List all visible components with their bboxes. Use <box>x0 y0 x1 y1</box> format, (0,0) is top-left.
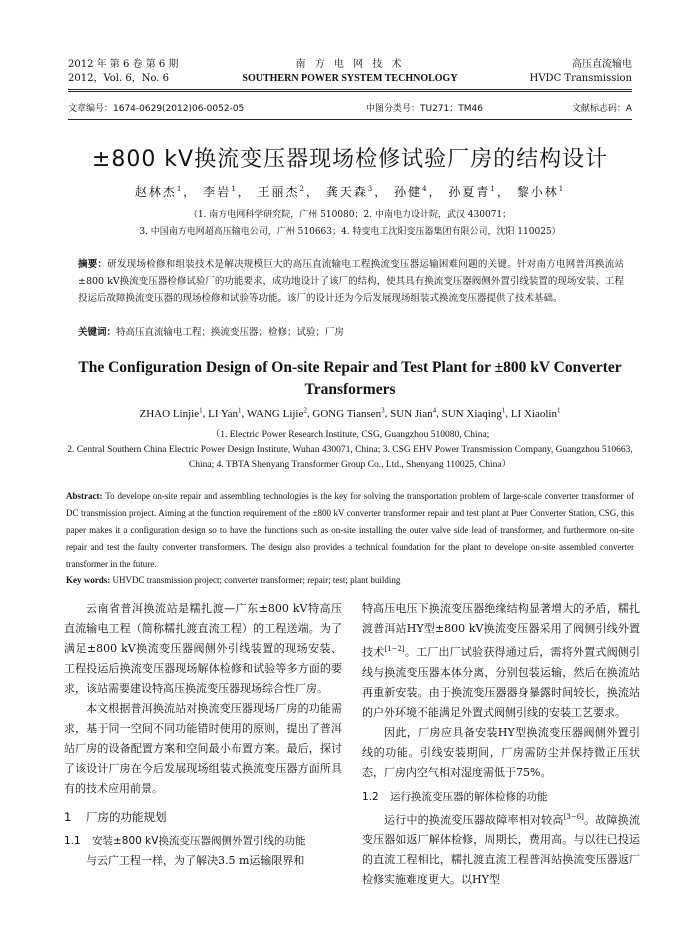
author-en: SUN Jian$^4$ <box>390 406 437 420</box>
keywords-en <box>66 572 634 589</box>
body-paragraph: 云南省普洱换流站是糯扎渡—广东±800 kV特高压直流输电工程（简称糯扎渡直流工程）的工程送端。为了满足±800 kV换流变压器阀侧外引线装置的现场安装、工程投运后换流变压器现场解体检修和试验等多方面的要求，该站需要建设特高压换流变压器现场综合性厂房。 <box>64 602 342 695</box>
body-paragraph: 与云广工程一样，为了解决3.5 m运输限界和 <box>86 854 305 867</box>
journal-issue-en: 2012，Vol. 6，No. 6 <box>68 73 170 84</box>
citation: [1−2] <box>384 645 405 653</box>
header-rule-thin <box>68 91 632 92</box>
abstract-en-label: Abstract: <box>66 491 103 501</box>
abstract-cn-text: 研发现场检修和组装技术是解决规模巨大的高压直流输电工程换流变压器运输困难问题的关键。针对南方电网普洱换流站±800 kV换流变压器检修试验厂的功能要求，成功地设计了该厂的结构，使其具有换流变压器阀侧外置引线装置的现场安装、工程投运后故障换流变压器的现场检修和试验等功能。该厂的设计还为今后发展现场组装式换流变压器提供了技术基础。 <box>78 259 624 304</box>
journal-column <box>530 58 632 86</box>
body-paragraph: 运行中的换流变压器故障率相对较高[3−6]。故障换流变压器如返厂解体检修，周期长，费用高。与以往已投运的直流工程相比，糯扎渡直流工程普洱站换流变压器返厂检修实施难度更大。以HY型 <box>362 812 641 887</box>
affiliation-cn-line: （1. 南方电网科学研究院，广州 510080；2. 中南电力设计院，武汉 430071； <box>188 210 512 220</box>
keywords-cn-text: 特高压直流输电工程；换流变压器；检修；试验；厂房 <box>116 327 345 338</box>
abstract-en-text: To develope on-site repair and assembling technologies is the key for solving the transportation problem of large-scale converter transformer of DC transmission project. Aiming at the function requirement of the ±800 kV converter transformer repair and test plant at Puer Converter Station, CSG, this paper makes it a configuration design so to have the functions such as on-site installing the outer valve side lead of transformer, and furthermore on-site repair and test the faulty converter transformers. The design also provides a technical foundation for the plant to develope on-site assembled converter transformer in the future. <box>66 491 634 569</box>
author-list-en: ZHAO Linjie$^1$, LI Yan$^1$, WANG Lijie$^2$, GONG Tiansen$^3$, SUN Jian$^4$, SUN Xiaqing$^1$, LI Xiaolin$^1$ <box>139 406 561 420</box>
body-right-column <box>362 599 640 890</box>
body-paragraph: 本文根据普洱换流站对换流变压器现场厂房的功能需求，基于同一空间不同功能错时使用的原则，提出了普洱站厂房的设备配置方案和空间最小布置方案。最后，探讨了该设计厂房在今后发展现场组装式换流变压器方面所具有的技术应用前景。 <box>64 702 342 795</box>
journal-name-en: SOUTHERN POWER SYSTEM TECHNOLOGY <box>242 73 458 84</box>
keywords-en-text: UHVDC transmission project; converter transformer; repair; test; plant building <box>112 575 401 585</box>
paper-title-en: The Configuration Design of On-site Repair and Test Plant for ±800 kV Converter Transformers <box>78 359 622 398</box>
author-cn: 王丽杰$^2$ <box>257 185 306 199</box>
body-paragraph: 因此，厂房应具备安装HY型换流变压器阀侧外置引线的功能。引线安装期间，厂房需防尘并保持微正压状态，厂房内空气相对湿度需低于75%。 <box>362 725 640 779</box>
paper-title-cn: ±800 kV换流变压器现场检修试验厂房的结构设计 <box>91 147 609 172</box>
journal-column-en: HVDC Transmission <box>529 73 632 84</box>
section-heading-1: 1 厂房的功能规划 <box>64 810 167 824</box>
body-paragraph: 特高压电压下换流变压器绝缘结构显著增大的矛盾，糯扎渡普洱站HY型±800 kV换流变压器采用了阀侧引线外置技术[1−2]。工厂出厂试验获得通过后，需将外置式阀侧引线与换流变压器本体分离，分别包装运输，然后在换流站再重新安装。由于换流变压器器身暴露时间较长，换流站的户外环境不能满足外置式阀侧引线的安装工艺要求。 <box>362 602 641 719</box>
author-en: SUN Xiaqing$^1$ <box>441 406 506 420</box>
keywords-cn <box>78 324 624 341</box>
affiliation-cn-line: 3. 中国南方电网超高压输电公司，广州 510663；4. 特变电工沈阳变压器集团有限公司，沈阳 110025） <box>139 227 561 237</box>
section-heading-1-2: 1.2 运行换流变压器的解体检修的功能 <box>362 790 548 803</box>
author-list-cn: 赵林杰$^1$， 李岩$^1$， 王丽杰$^2$， 龚天森$^3$， 孙健$^4$， 孙夏青$^1$， 黎小林$^1$ <box>134 185 566 199</box>
body-left-column <box>64 599 342 871</box>
article-number: 文章编号：1674-0629(2012)06-0052-05 <box>68 104 245 114</box>
document-code: 文献标志码：A <box>571 104 632 114</box>
author-en: WANG Lijie$^2$ <box>246 406 307 420</box>
meta-rule <box>68 119 632 120</box>
author-cn: 龚天森$^3$ <box>325 185 375 199</box>
abstract-cn-label: 摘要： <box>78 259 108 270</box>
header-rule <box>68 89 632 90</box>
classification-number: 中图分类号：TU271；TM46 <box>366 104 483 114</box>
author-cn: 孙夏青$^1$ <box>448 185 497 199</box>
author-cn: 黎小林$^1$ <box>516 185 566 199</box>
journal-issue-cn: 2012 年 第 6 卷 第 6 期 <box>68 59 179 70</box>
author-cn: 李岩$^1$ <box>203 185 238 199</box>
abstract-cn <box>78 256 624 307</box>
abstract-en <box>66 488 634 573</box>
keywords-en-label: Key words: <box>66 575 111 585</box>
affiliation-en-line: 2. Central Southern China Electric Power Design Institute, Wuhan 430071, China; 3. CSG EHV Power Transmission Company, Guangzhou 510663, China; 4. TBTA Shenyang Transformer Group Co., Ltd., Shenyang 110025, China） <box>67 445 633 470</box>
author-cn: 孙健$^4$ <box>394 185 429 199</box>
author-en: LI Xiaolin$^1$ <box>510 406 561 420</box>
journal-column-cn: 高压直流输电 <box>572 59 632 70</box>
author-en: ZHAO Linjie$^1$ <box>139 406 203 420</box>
journal-name-cn: 南 方 电 网 技 术 <box>295 59 405 70</box>
author-en: GONG Tiansen$^3$ <box>312 406 385 420</box>
affiliation-en-line: （1. Electric Power Research Institute, CSG, Guangzhou 510080, China; <box>210 430 490 440</box>
author-cn: 赵林杰$^1$ <box>134 185 184 199</box>
keywords-cn-label: 关键词： <box>78 327 117 338</box>
section-heading-1-1: 1.1 安装±800 kV换流变压器阀侧外置引线的功能 <box>64 835 306 847</box>
citation: [3−6] <box>563 812 584 821</box>
author-en: LI Yan$^1$ <box>208 406 242 420</box>
